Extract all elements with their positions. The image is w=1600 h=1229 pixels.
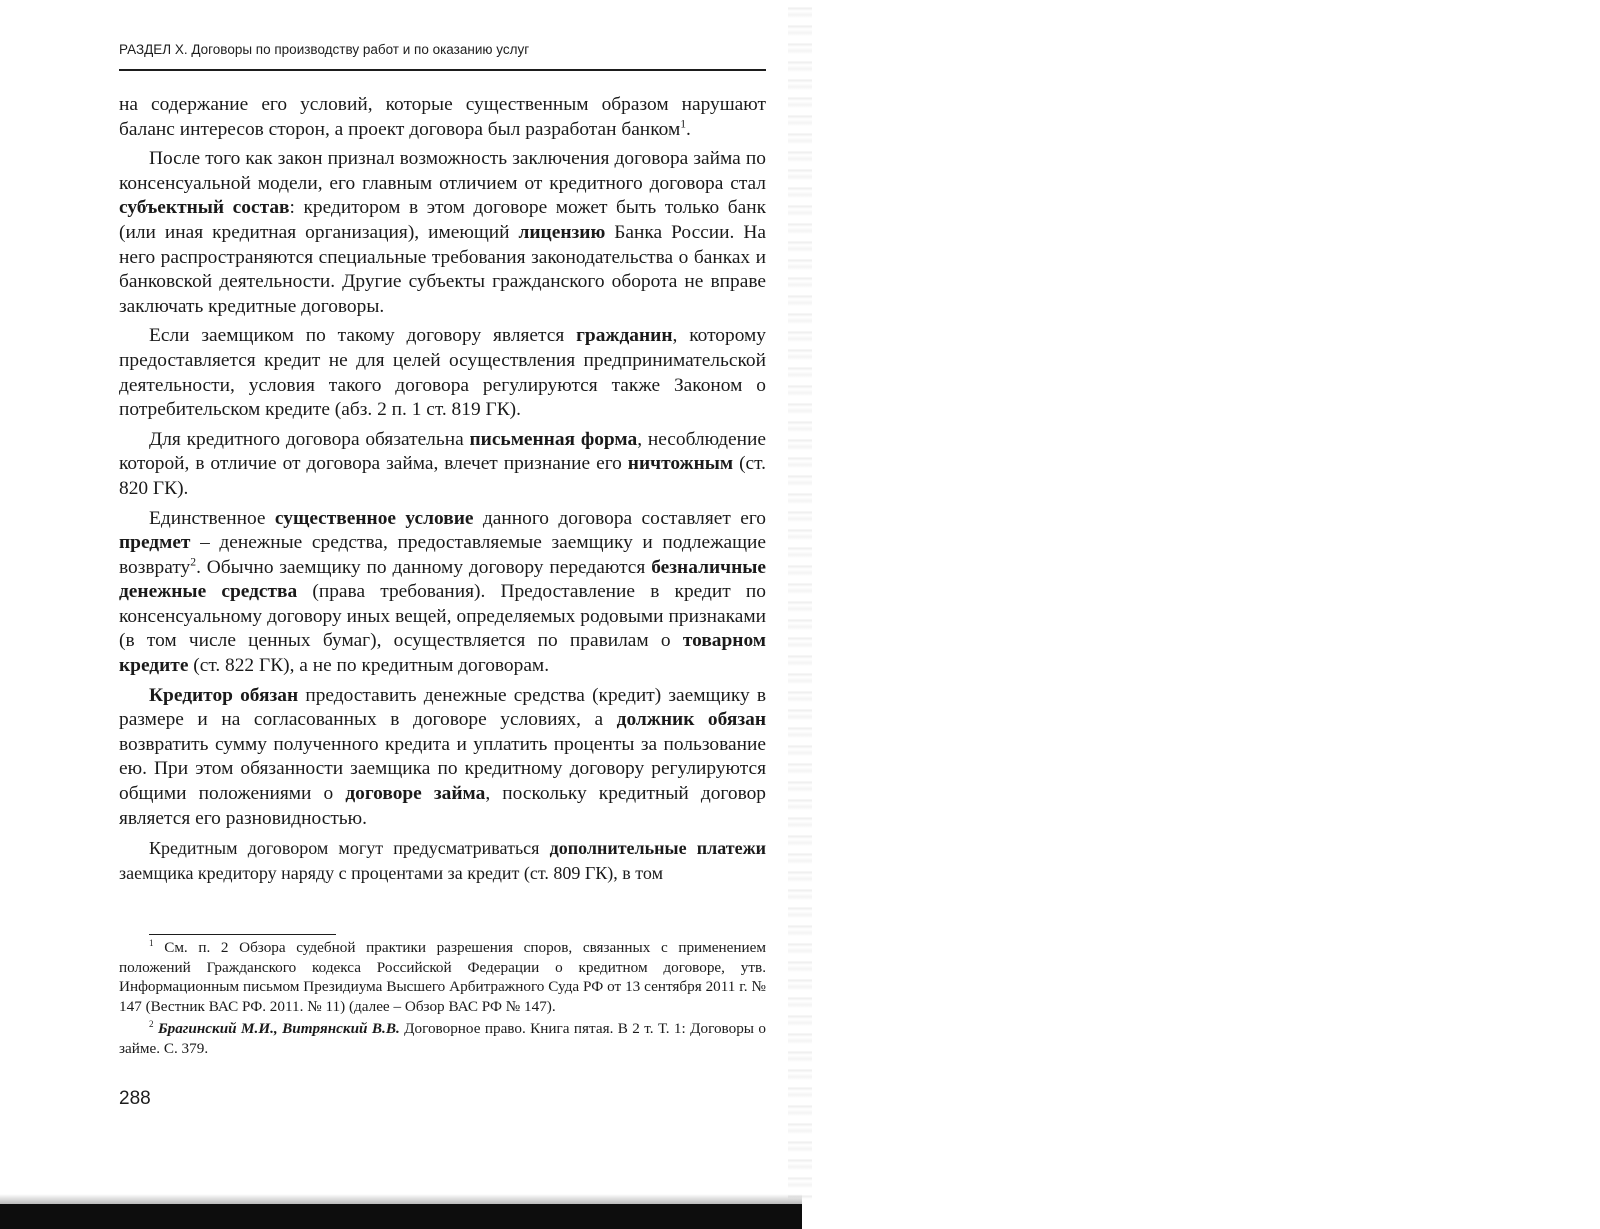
paragraph-3-text-a: Если заемщиком по такому договору является xyxy=(149,325,577,347)
paragraph-6-text-c: возвратить сумму полученного кредита и уплатить проценты за пользование ею. При этом обязанности заемщика по кредитному договору регулируются общими положениями о xyxy=(119,733,766,805)
paragraph-5-text-c: данного договора составляет его xyxy=(473,507,767,529)
paragraph-3-text-c: , которому предоставляется кредит не для целей осуществления предпринимательской деятельности, условия такого договора регулируются также Законом о потребительском кредите (абз. 2 п. 1 ст. 819 ГК). xyxy=(119,325,766,421)
paragraph-4-text-c: , несоблюдение которой, в отличие от договора займа, влечет признание его xyxy=(119,428,766,475)
paragraph-1-end: . xyxy=(686,118,691,140)
paragraph-2-text-c: : кредитором в этом договоре может быть только банк (или иная кредитная организация), имеющий xyxy=(119,197,766,243)
paragraph-5-text-a: Единственное xyxy=(149,507,275,529)
term-void: ничтожным xyxy=(627,453,734,475)
paragraph-7 xyxy=(119,836,766,885)
book-gutter-shadow xyxy=(788,0,812,1200)
footnote-2 xyxy=(119,1019,766,1058)
paragraph-5-text-d: – денежные средства, предоставляемые заемщику и подлежащие возврату xyxy=(119,532,766,578)
term-citizen: гражданин xyxy=(576,325,673,347)
paragraph-4-text-a: Для кредитного договора обязательна xyxy=(149,428,470,450)
running-header: РАЗДЕЛ X. Договоры по производству работ и по оказанию услуг xyxy=(119,42,530,57)
header-rule xyxy=(119,69,766,71)
footnote-1-text: См. п. 2 Обзора судебной практики разрешения споров, связанных с применением положений Гражданского кодекса Российской Федерации о кредитном договоре, утв. Информационным письмом Президиума Высшего Арбитражного Суда РФ от 13 сентября 2011 г. № 147 (Вестник ВАС РФ. 2011. № 11) (далее – Обзор ВАС РФ № 147). xyxy=(119,939,766,1015)
paragraph-3 xyxy=(119,324,766,422)
term-subject-composition: субъектный состав xyxy=(119,197,290,219)
footnote-2-authors: Брагинский М.И., Витрянский В.В. xyxy=(157,1020,400,1038)
paragraph-1 xyxy=(119,93,766,142)
paragraph-2 xyxy=(119,147,766,319)
paragraph-2-text-d: Банка России. На него распространяются специальные требования законодательства о банках и банковской деятельности. Другие субъекты гражданского оборота не вправе заключать кредитные договоры. xyxy=(119,221,766,317)
footnote-separator xyxy=(149,934,336,935)
footnote-ref-1: 1 xyxy=(680,117,687,131)
term-commodity-credit: товарном кредите xyxy=(119,630,766,677)
paragraph-1-text: на содержание его условий, которые существенным образом нарушают баланс интересов сторон, а проект договора был разработан банком xyxy=(119,94,766,140)
scan-bottom-edge xyxy=(0,1204,802,1229)
term-essential-condition: существенное условие xyxy=(274,507,474,529)
term-creditor-obliged: Кредитор обязан xyxy=(149,684,299,706)
term-additional-payments: дополнительные платежи xyxy=(549,838,766,859)
term-non-cash-funds: безналичные денежные средства xyxy=(119,556,766,603)
footnote-2-number: 2 xyxy=(149,1019,154,1030)
paragraph-2-text-a: После того как закон признал возможность заключения договора займа по консенсуальной модели, его главным отличием от кредитного договора стал xyxy=(119,148,766,194)
paragraph-7-text-a: Кредитным договором могут предусматриваться xyxy=(149,838,550,859)
page-number: 288 xyxy=(119,1088,151,1109)
main-text xyxy=(119,93,766,890)
footnote-2-text: Договорное право. Книга пятая. В 2 т. Т. 1: Договоры о займе. С. 379. xyxy=(119,1020,766,1057)
paragraph-5-text-g: (ст. 822 ГК), а не по кредитным договорам. xyxy=(188,655,550,677)
term-written-form: письменная форма xyxy=(469,428,638,450)
scan-edge-fade xyxy=(0,1194,802,1204)
term-debtor-obliged: должник обязан xyxy=(616,709,766,731)
term-subject: предмет xyxy=(119,532,191,554)
paragraph-4 xyxy=(119,428,766,502)
paragraph-6-text-d: , поскольку кредитный договор является его разновидностью. xyxy=(119,783,766,829)
paragraph-6-text-a: предоставить денежные средства (кредит) заемщику в размере и на согласованных в договоре условиях, а xyxy=(119,684,766,731)
footnote-1-number: 1 xyxy=(149,937,154,948)
paragraph-5 xyxy=(119,507,766,679)
term-loan-agreement: договоре займа xyxy=(345,783,486,805)
paragraph-5-text-f: (права требования). Предоставление в кредит по консенсуальному договору иных вещей, определяемых родовыми признаками (в том числе ценных бумаг), осуществляется по правилам о xyxy=(119,581,766,652)
footnote-ref-2: 2 xyxy=(190,555,197,569)
paragraph-6 xyxy=(119,684,766,832)
paragraph-5-text-e: . Обычно заемщику по данному договору передаются xyxy=(196,556,652,578)
footnotes xyxy=(119,938,766,1062)
footnote-1 xyxy=(119,938,766,1016)
paragraph-4-text-d: (ст. 820 ГК). xyxy=(119,453,766,499)
term-license: лицензию xyxy=(518,221,606,243)
paragraph-7-text-c: заемщика кредитору наряду с процентами за кредит (ст. 809 ГК), в том xyxy=(119,862,663,883)
